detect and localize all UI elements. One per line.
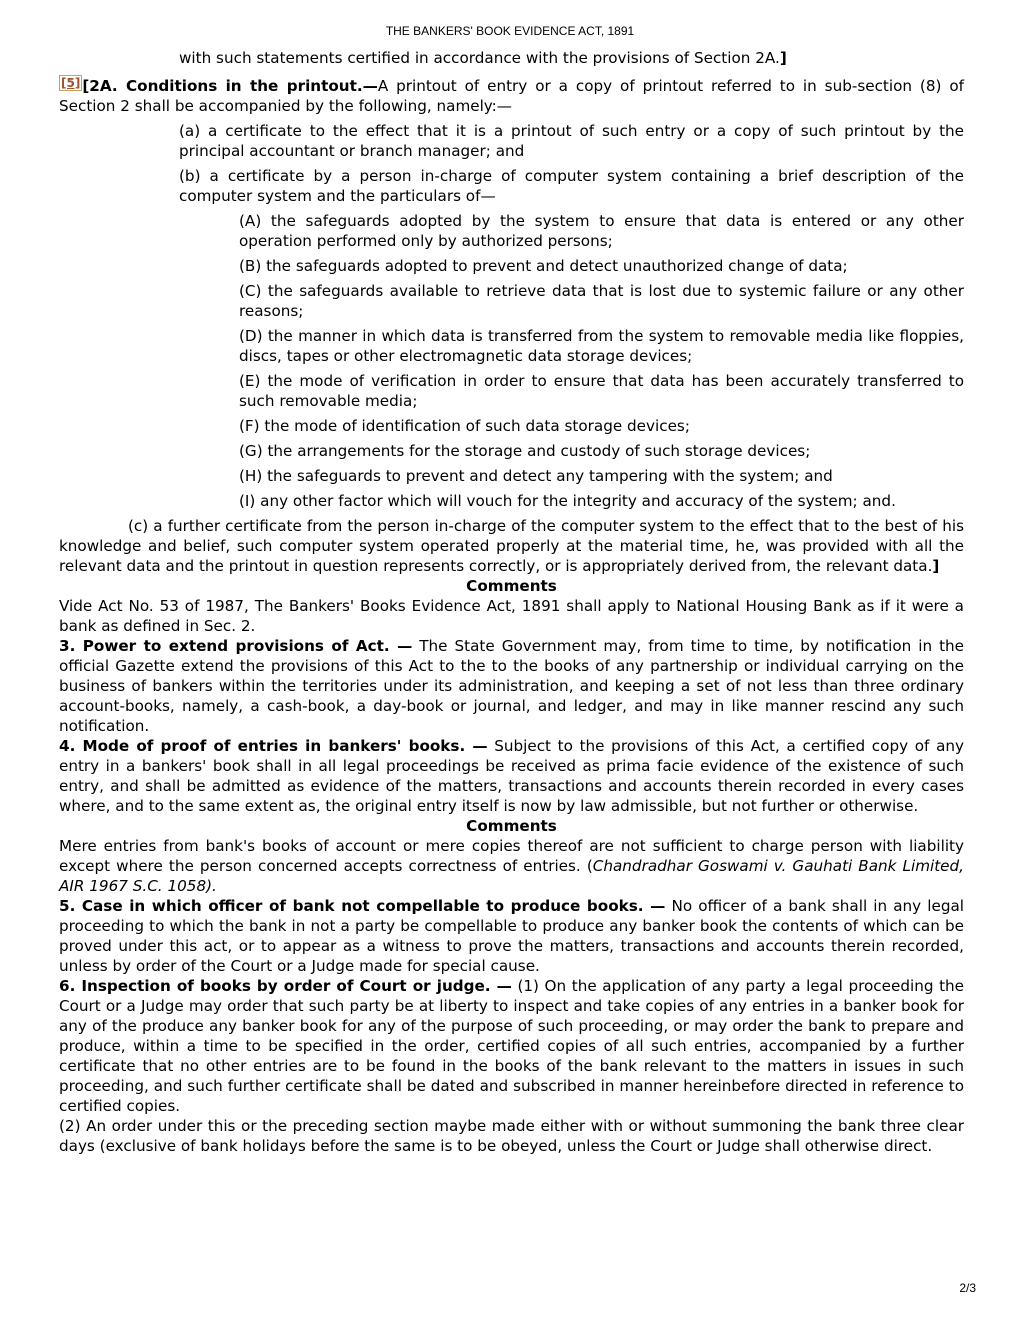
section-6: 6. Inspection of books by order of Court or judge. — (1) On the application of any party a legal proceeding the Court or a Judge may order that such party be at liberty to inspect and take copies of any entries in a banker book for any of the produce any banker book for any of the purpose of such proceeding, or may order the bank to prepare and produce, within a time to be specified in the order, certified copies of all such entries, accompanied by a further certificate that no other entries are to be found in the books of the bank relevant to the matters in issues in such proceeding, and such further certificate shall be dated and subscribed in manner hereinbefore directed in reference to certified copies. <box>59 977 964 1115</box>
item-C: (C) the safeguards available to retrieve data that is lost due to systemic failure or any other reasons; <box>239 282 964 320</box>
item-D: (D) the manner in which data is transferred from the system to removable media like floppies, discs, tapes or other electromagnetic data storage devices; <box>239 327 964 365</box>
document-body <box>59 48 964 1156</box>
comments-text-2: Mere entries from bank's books of account or mere copies thereof are not sufficient to charge person with liability except where the person concerned accepts correctness of entries. (Chandradhar Goswami v. Gauhati Bank Limited, AIR 1967 S.C. 1058). <box>59 837 964 895</box>
page-number: 2/3 <box>959 1281 976 1295</box>
intro-line: with such statements certified in accordance with the provisions of Section 2A.] <box>179 49 787 67</box>
section-3: 3. Power to extend provisions of Act. — The State Government may, from time to time, by notification in the official Gazette extend the provisions of this Act to the to the books of any partnership or individual carrying on the business of bankers within the territories under its administration, and keeping a set of not less than three ordinary account-books, namely, a cash-book, a day-book or journal, and ledger, and may in like manner rescind any such notification. <box>59 637 965 735</box>
item-E: (E) the mode of verification in order to ensure that data has been accurately transferred to such removable media; <box>239 372 964 410</box>
section-2a-heading: [2A. Conditions in the printout.— <box>82 77 378 95</box>
section-5-heading: 5. Case in which officer of bank not compellable to produce books. — <box>59 897 666 915</box>
section-2a: [5] [2A. Conditions in the printout.—A printout of entry or a copy of printout referred to in sub-section (8) of Section 2 shall be accompanied by the following, namely:— <box>59 76 964 115</box>
section-3-heading: 3. Power to extend provisions of Act. — <box>59 637 413 655</box>
comments-heading-1: Comments <box>466 577 557 595</box>
section-6-heading: 6. Inspection of books by order of Court or judge. — <box>59 977 512 995</box>
item-A: (A) the safeguards adopted by the system to ensure that data is entered or any other operation performed only by authorized persons; <box>239 212 964 250</box>
comments-heading-2: Comments <box>466 817 557 835</box>
section-4: 4. Mode of proof of entries in bankers' books. — Subject to the provisions of this Act, a certified copy of any entry in a bankers' book shall in all legal proceedings be received as prima facie evidence of the existence of such entry, and shall be admitted as evidence of the matters, transactions and accounts therein recorded in every cases where, and to the same extent as, the original entry itself is now by law admissible, but not further or otherwise. <box>59 737 964 815</box>
clause-b: (b) a certificate by a person in-charge of computer system containing a brief description of the computer system and the particulars of— <box>179 167 964 205</box>
section-5: 5. Case in which officer of bank not compellable to produce books. — No officer of a bank shall in any legal proceeding to which the bank in not a party be compellable to produce any banker book the contents of which can be proved under this act, or to appear as a witness to prove the matters, transactions and accounts therein recorded, unless by order of the Court or a Judge made for special cause. <box>59 897 965 975</box>
item-G: (G) the arrangements for the storage and custody of such storage devices; <box>239 442 811 460</box>
clause-a: (a) a certificate to the effect that it is a printout of such entry or a copy of such printout by the principal accountant or branch manager; and <box>179 122 964 160</box>
item-F: (F) the mode of identification of such data storage devices; <box>239 417 690 435</box>
running-header: THE BANKERS' BOOK EVIDENCE ACT, 1891 <box>385 24 635 38</box>
case-citation: Chandradhar Goswami v. Gauhati Bank Limited, AIR 1967 S.C. 1058). <box>59 857 964 895</box>
comments-text-1: Vide Act No. 53 of 1987, The Bankers' Books Evidence Act, 1891 shall apply to National Housing Bank as if it were a bank as defined in Sec. 2. <box>59 597 964 635</box>
item-I: (I) any other factor which will vouch for the integrity and accuracy of the system; and. <box>239 492 896 510</box>
item-H: (H) the safeguards to prevent and detect any tampering with the system; and <box>239 467 833 485</box>
item-B: (B) the safeguards adopted to prevent and detect unauthorized change of data; <box>239 257 848 275</box>
section-6-sub-2: (2) An order under this or the preceding section maybe made either with or without summoning the bank three clear days (exclusive of bank holidays before the same is to be obeyed, unless the Court or Judge shall otherwise direct. <box>59 1117 964 1155</box>
section-4-heading: 4. Mode of proof of entries in bankers' books. — <box>59 737 488 755</box>
footnote-link[interactable]: [5] <box>61 76 81 90</box>
clause-c: (c) a further certificate from the person in-charge of the computer system to the effect that to the best of his knowledge and belief, such computer system operated properly at the material time, he, was provided with all the relevant data and the printout in question represents correctly, or is appropriately derived from, the relevant data.] <box>59 517 964 575</box>
